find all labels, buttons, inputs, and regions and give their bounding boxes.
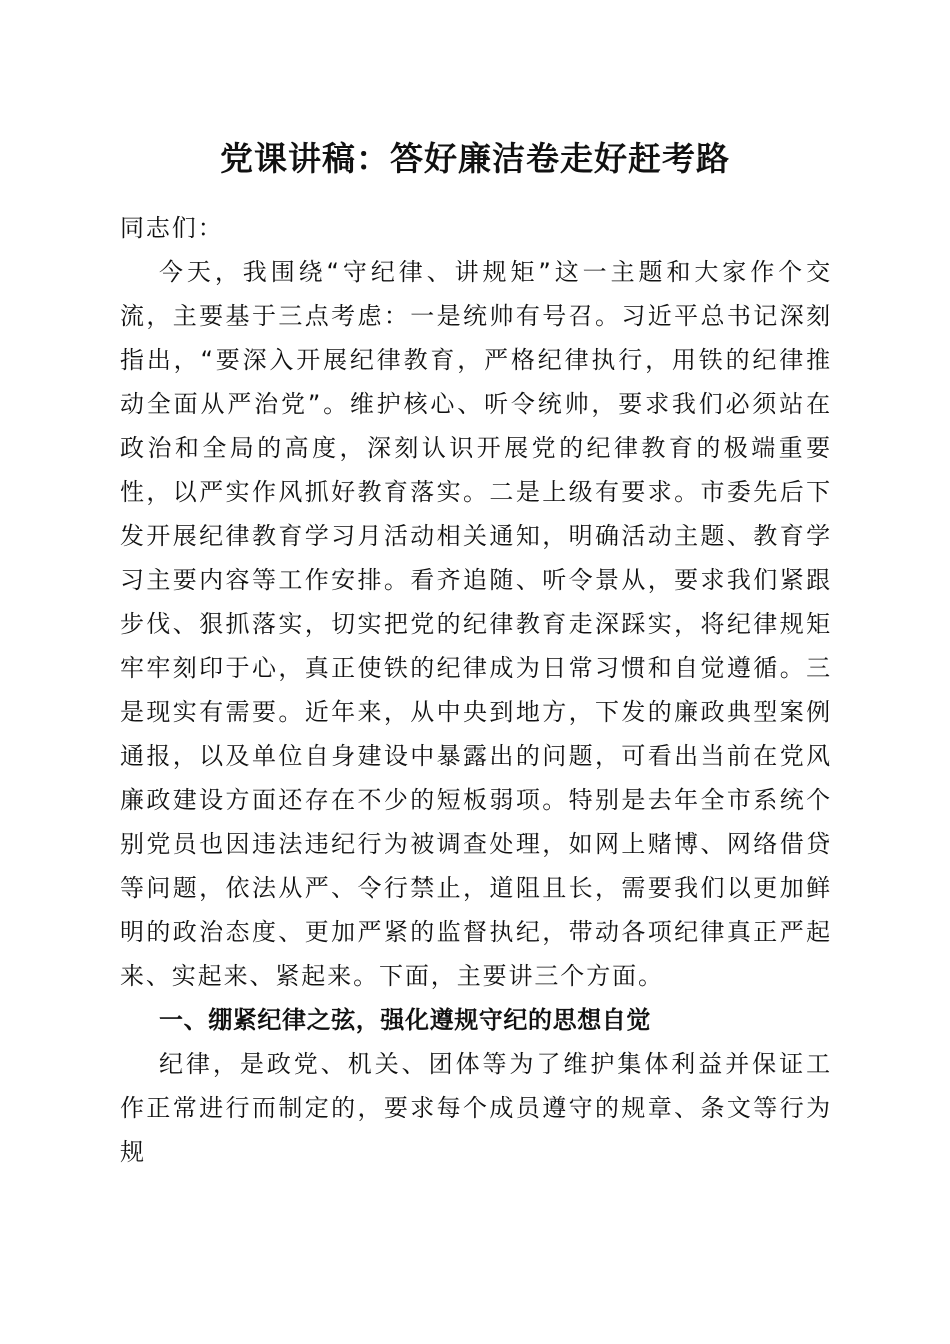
document-body (120, 206, 832, 1174)
paragraph-intro: 今天，我围绕“守纪律、讲规矩”这一主题和大家作个交流，主要基于三点考虑：一是统帅有号召。习近平总书记深刻指出，“要深入开展纪律教育，严格纪律执行，用铁的纪律推动全面从严治党”。维护核心、听令统帅，要求我们必须站在政治和全局的高度，深刻认识开展党的纪律教育的极端重要性，以严实作风抓好教育落实。二是上级有要求。市委先后下发开展纪律教育学习月活动相关通知，明确活动主题、教育学习主要内容等工作安排。看齐追随、听令景从，要求我们紧跟步伐、狠抓落实，切实把党的纪律教育走深踩实，将纪律规矩牢牢刻印于心，真正使铁的纪律成为日常习惯和自觉遵循。三是现实有需要。近年来，从中央到地方，下发的廉政典型案例通报，以及单位自身建设中暴露出的问题，可看出当前在党风廉政建设方面还存在不少的短板弱项。特别是去年全市系统个别党员也因违法违纪行为被调查处理，如网上赌博、网络借贷等问题，依法从严、令行禁止，道阻且长，需要我们以更加鲜明的政治态度、更加严紧的监督执纪，带动各项纪律真正严起来、实起来、紧起来。下面，主要讲三个方面。 (120, 258, 832, 990)
salutation: 同志们： (120, 214, 224, 242)
paragraph-section-1: 纪律，是政党、机关、团体等为了维护集体利益并保证工作正常进行而制定的，要求每个成员遵守的规章、条文等行为规 (120, 1050, 832, 1166)
section-heading-1: 一、绷紧纪律之弦，强化遵规守纪的思想自觉 (159, 1006, 651, 1034)
document-title: 党课讲稿：答好廉洁卷走好赶考路 (220, 139, 730, 178)
